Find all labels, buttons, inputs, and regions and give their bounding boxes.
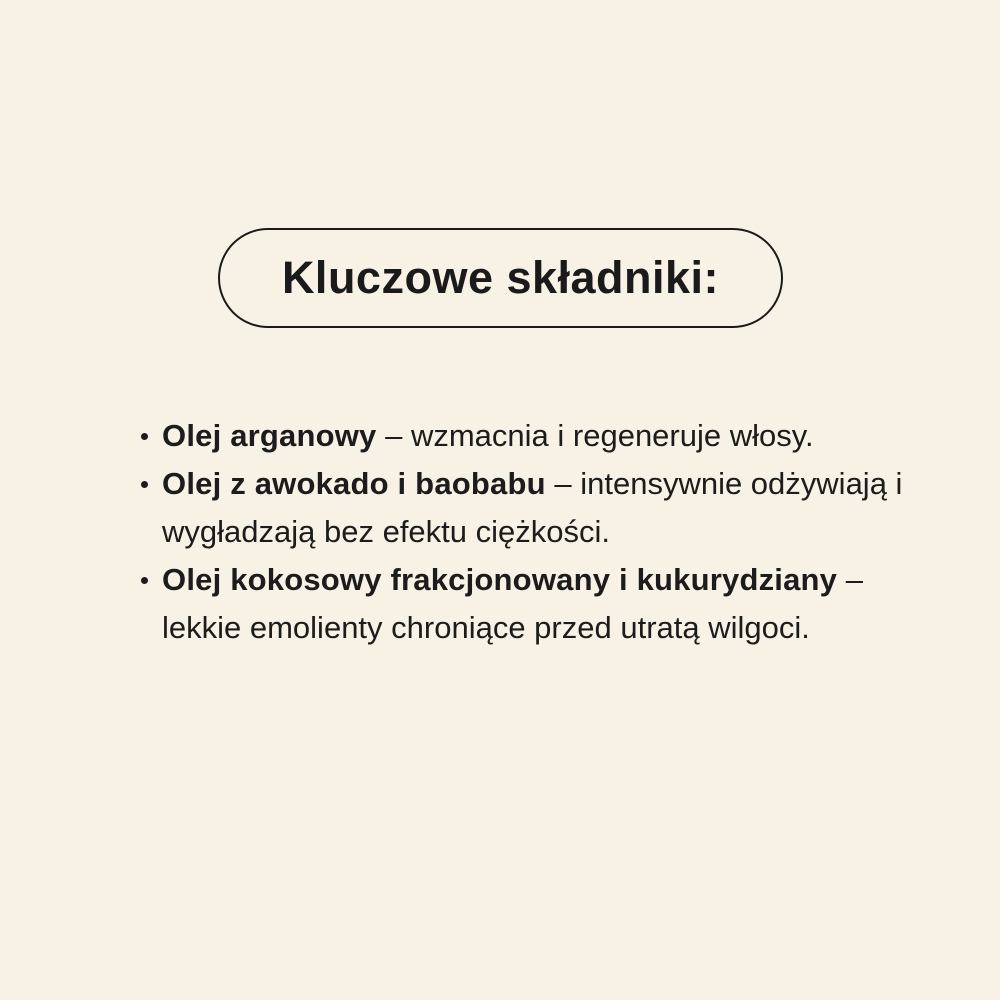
- bullet-icon: [141, 481, 148, 488]
- bullet-icon: [141, 577, 148, 584]
- list-item: [162, 412, 910, 460]
- page-title: Kluczowe składniki:: [281, 252, 720, 303]
- bullet-icon: [141, 433, 148, 440]
- ingredient-description: – wzmacnia i regeneruje włosy.: [376, 418, 814, 453]
- list-item: [162, 556, 910, 652]
- ingredient-description: – intensywnie odżywiają i wygładzają bez efektu ciężkości.: [162, 466, 903, 549]
- ingredient-name: Olej kokosowy frakcjonowany i kukurydziany: [162, 562, 838, 597]
- ingredient-name: Olej arganowy: [162, 418, 377, 453]
- ingredient-description: – lekkie emolienty chroniące przed utratą wilgoci.: [162, 562, 863, 645]
- title-pill: [218, 228, 783, 328]
- list-item: [162, 460, 910, 556]
- ingredient-name: Olej z awokado i baobabu: [162, 466, 546, 501]
- ingredient-list: [162, 412, 910, 652]
